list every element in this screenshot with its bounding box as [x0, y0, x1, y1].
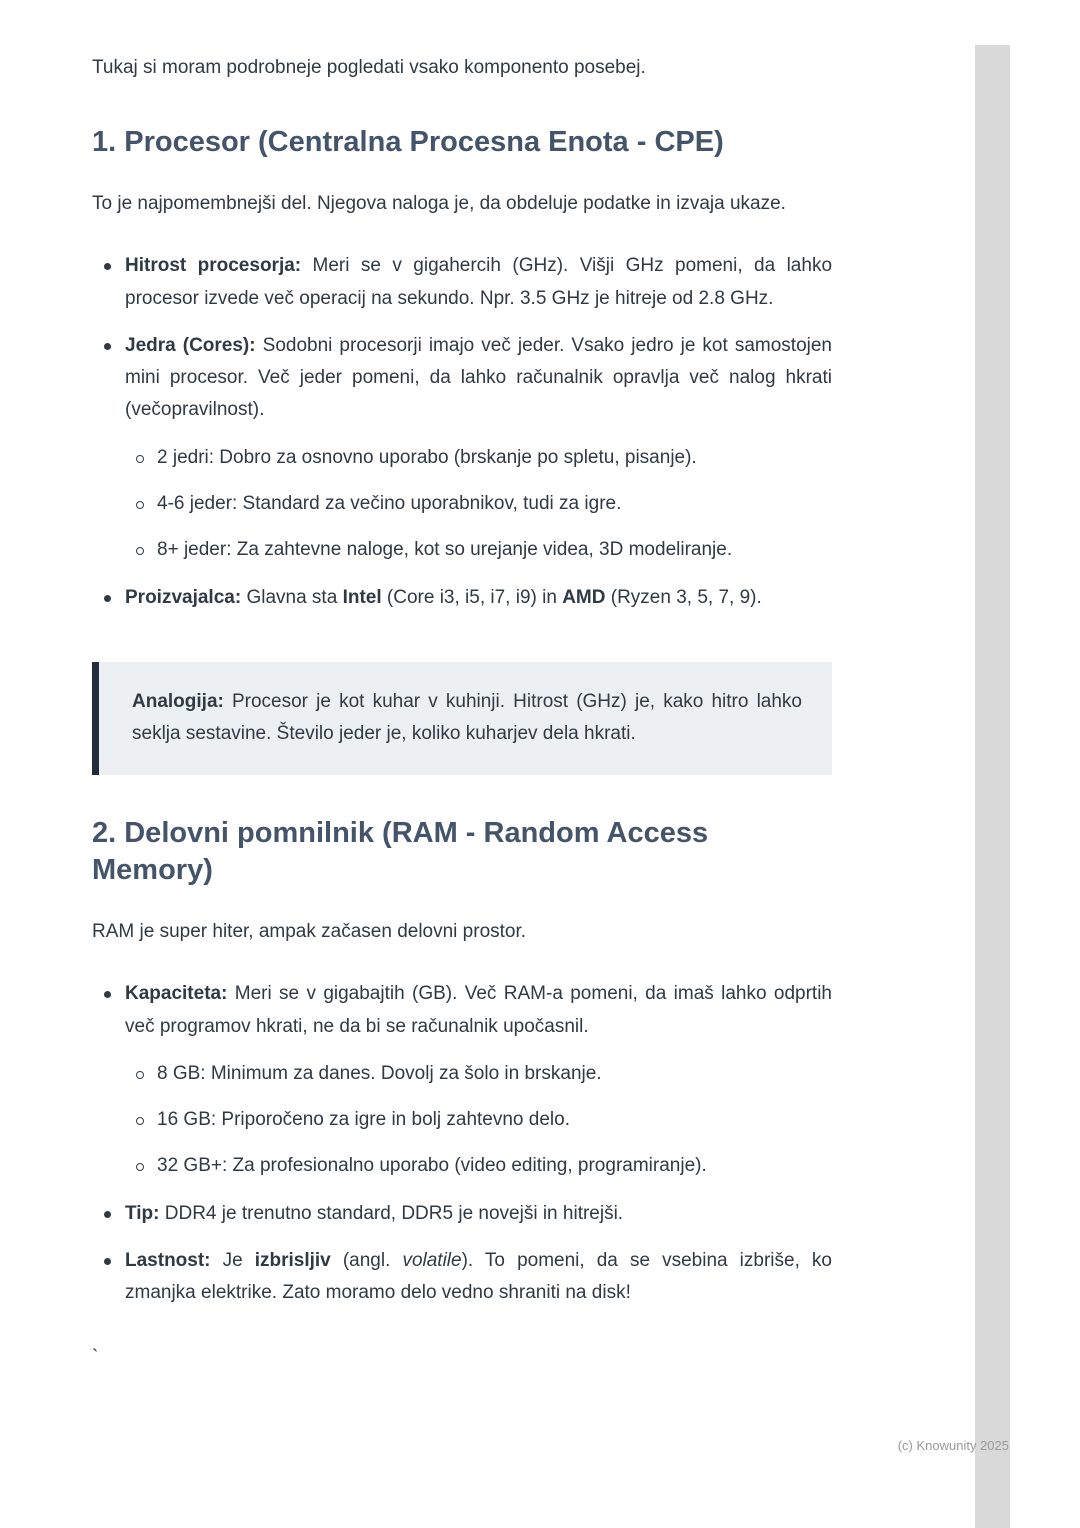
bullet-icon: [104, 1211, 111, 1218]
bullet-icon: [104, 991, 111, 998]
circle-bullet-icon: [136, 1071, 144, 1079]
copyright-text: (c) Knowunity 2025: [897, 1438, 1009, 1453]
ram-bullet-list: [92, 978, 832, 1309]
section-processor-heading: 1. Procesor (Centralna Procesna Enota - CPE): [92, 126, 724, 159]
sub-list-item-text: 16 GB: Priporočeno za igre in bolj zahtevno delo.: [157, 1109, 570, 1131]
bullet-icon: [104, 263, 111, 270]
bullet-icon: [104, 1258, 111, 1265]
list-item-text: Proizvajalca: Glavna sta Intel (Core i3, i5, i7, i9) in AMD (Ryzen 3, 5, 7, 9).: [125, 586, 762, 608]
sub-list-item-text: 4-6 jeder: Standard za večino uporabnikov, tudi za igre.: [157, 493, 622, 515]
sub-list-item: [125, 534, 832, 566]
list-item-type: [92, 1198, 832, 1230]
stray-backtick: `: [92, 1346, 99, 1368]
sub-list-item-text: 8+ jeder: Za zahtevne naloge, kot so urejanje videa, 3D modeliranje.: [157, 539, 733, 561]
analogy-callout: [92, 662, 832, 775]
sub-list-item: [125, 1150, 832, 1182]
list-item-text: Lastnost: Je izbrisljiv (angl. volatile). To pomeni, da se vsebina izbriše, ko zmanjka elektrike. Zato moramo delo vedno shraniti na disk!: [125, 1250, 832, 1304]
section-processor: [92, 124, 832, 774]
list-item-makers: [92, 582, 832, 614]
capacity-sub-list: [125, 1058, 832, 1183]
sub-list-item-text: 32 GB+: Za profesionalno uporabo (video editing, programiranje).: [157, 1155, 707, 1177]
circle-bullet-icon: [136, 501, 144, 509]
sub-list-item-text: 2 jedri: Dobro za osnovno uporabo (brskanje po spletu, pisanje).: [157, 446, 697, 468]
circle-bullet-icon: [136, 1117, 144, 1125]
cores-sub-list: [125, 442, 832, 567]
list-item-body: [125, 250, 832, 315]
sub-list-item: [125, 442, 832, 474]
list-item-text: Hitrost procesorja: Meri se v gigahercih (GHz). Višji GHz pomeni, da lahko procesor izvede več operacij na sekundo. Npr. 3.5 GHz je hitreje od 2.8 GHz.: [125, 255, 833, 309]
list-item-text: Tip: DDR4 je trenutno standard, DDR5 je novejši in hitrejši.: [125, 1202, 624, 1224]
list-item-text: Jedra (Cores): Sodobni procesorji imajo več jeder. Vsako jedro je kot samostojen mini procesor. Več jeder pomeni, da lahko računalnik opravlja več nalog hkrati (večopravilnost).: [125, 334, 832, 421]
scrollbar-track[interactable]: [975, 45, 1010, 1528]
sub-list-item-text: 8 GB: Minimum za danes. Dovolj za šolo in brskanje.: [157, 1062, 602, 1084]
list-item-body: [125, 978, 832, 1182]
list-item-speed: [92, 250, 832, 315]
list-item-volatile: [92, 1245, 832, 1310]
section-ram: [92, 815, 832, 1310]
list-item-capacity: [92, 978, 832, 1182]
processor-bullet-list: [92, 250, 832, 614]
section-ram-heading: 2. Delovni pomnilnik (RAM - Random Access Memory): [92, 816, 709, 887]
circle-bullet-icon: [136, 455, 144, 463]
list-item-body: [125, 582, 832, 614]
sub-list-item: [125, 1104, 832, 1136]
section-processor-lead: To je najpomembnejši del. Njegova naloga je, da obdeluje podatke in izvaja ukaze.: [92, 192, 786, 214]
list-item-body: [125, 1245, 832, 1310]
circle-bullet-icon: [136, 1163, 144, 1171]
circle-bullet-icon: [136, 547, 144, 555]
section-ram-lead: RAM je super hiter, ampak začasen delovni prostor.: [92, 920, 527, 942]
sub-list-item: [125, 488, 832, 520]
list-item-body: [125, 330, 832, 567]
list-item-body: [125, 1198, 832, 1230]
document-content: [92, 52, 832, 1374]
list-item-cores: [92, 330, 832, 567]
sub-list-item: [125, 1058, 832, 1090]
bullet-icon: [104, 343, 111, 350]
analogy-callout-text: Analogija: Procesor je kot kuhar v kuhinji. Hitrost (GHz) je, kako hitro lahko seklja sestavine. Število jeder je, koliko kuharjev dela hkrati.: [132, 690, 802, 745]
list-item-text: Kapaciteta: Meri se v gigabajtih (GB). Več RAM-a pomeni, da imaš lahko odprtih več programov hkrati, ne da bi se računalnik upočasnil.: [125, 983, 832, 1037]
bullet-icon: [104, 595, 111, 602]
intro-paragraph: Tukaj si moram podrobneje pogledati vsako komponento posebej.: [92, 57, 646, 78]
